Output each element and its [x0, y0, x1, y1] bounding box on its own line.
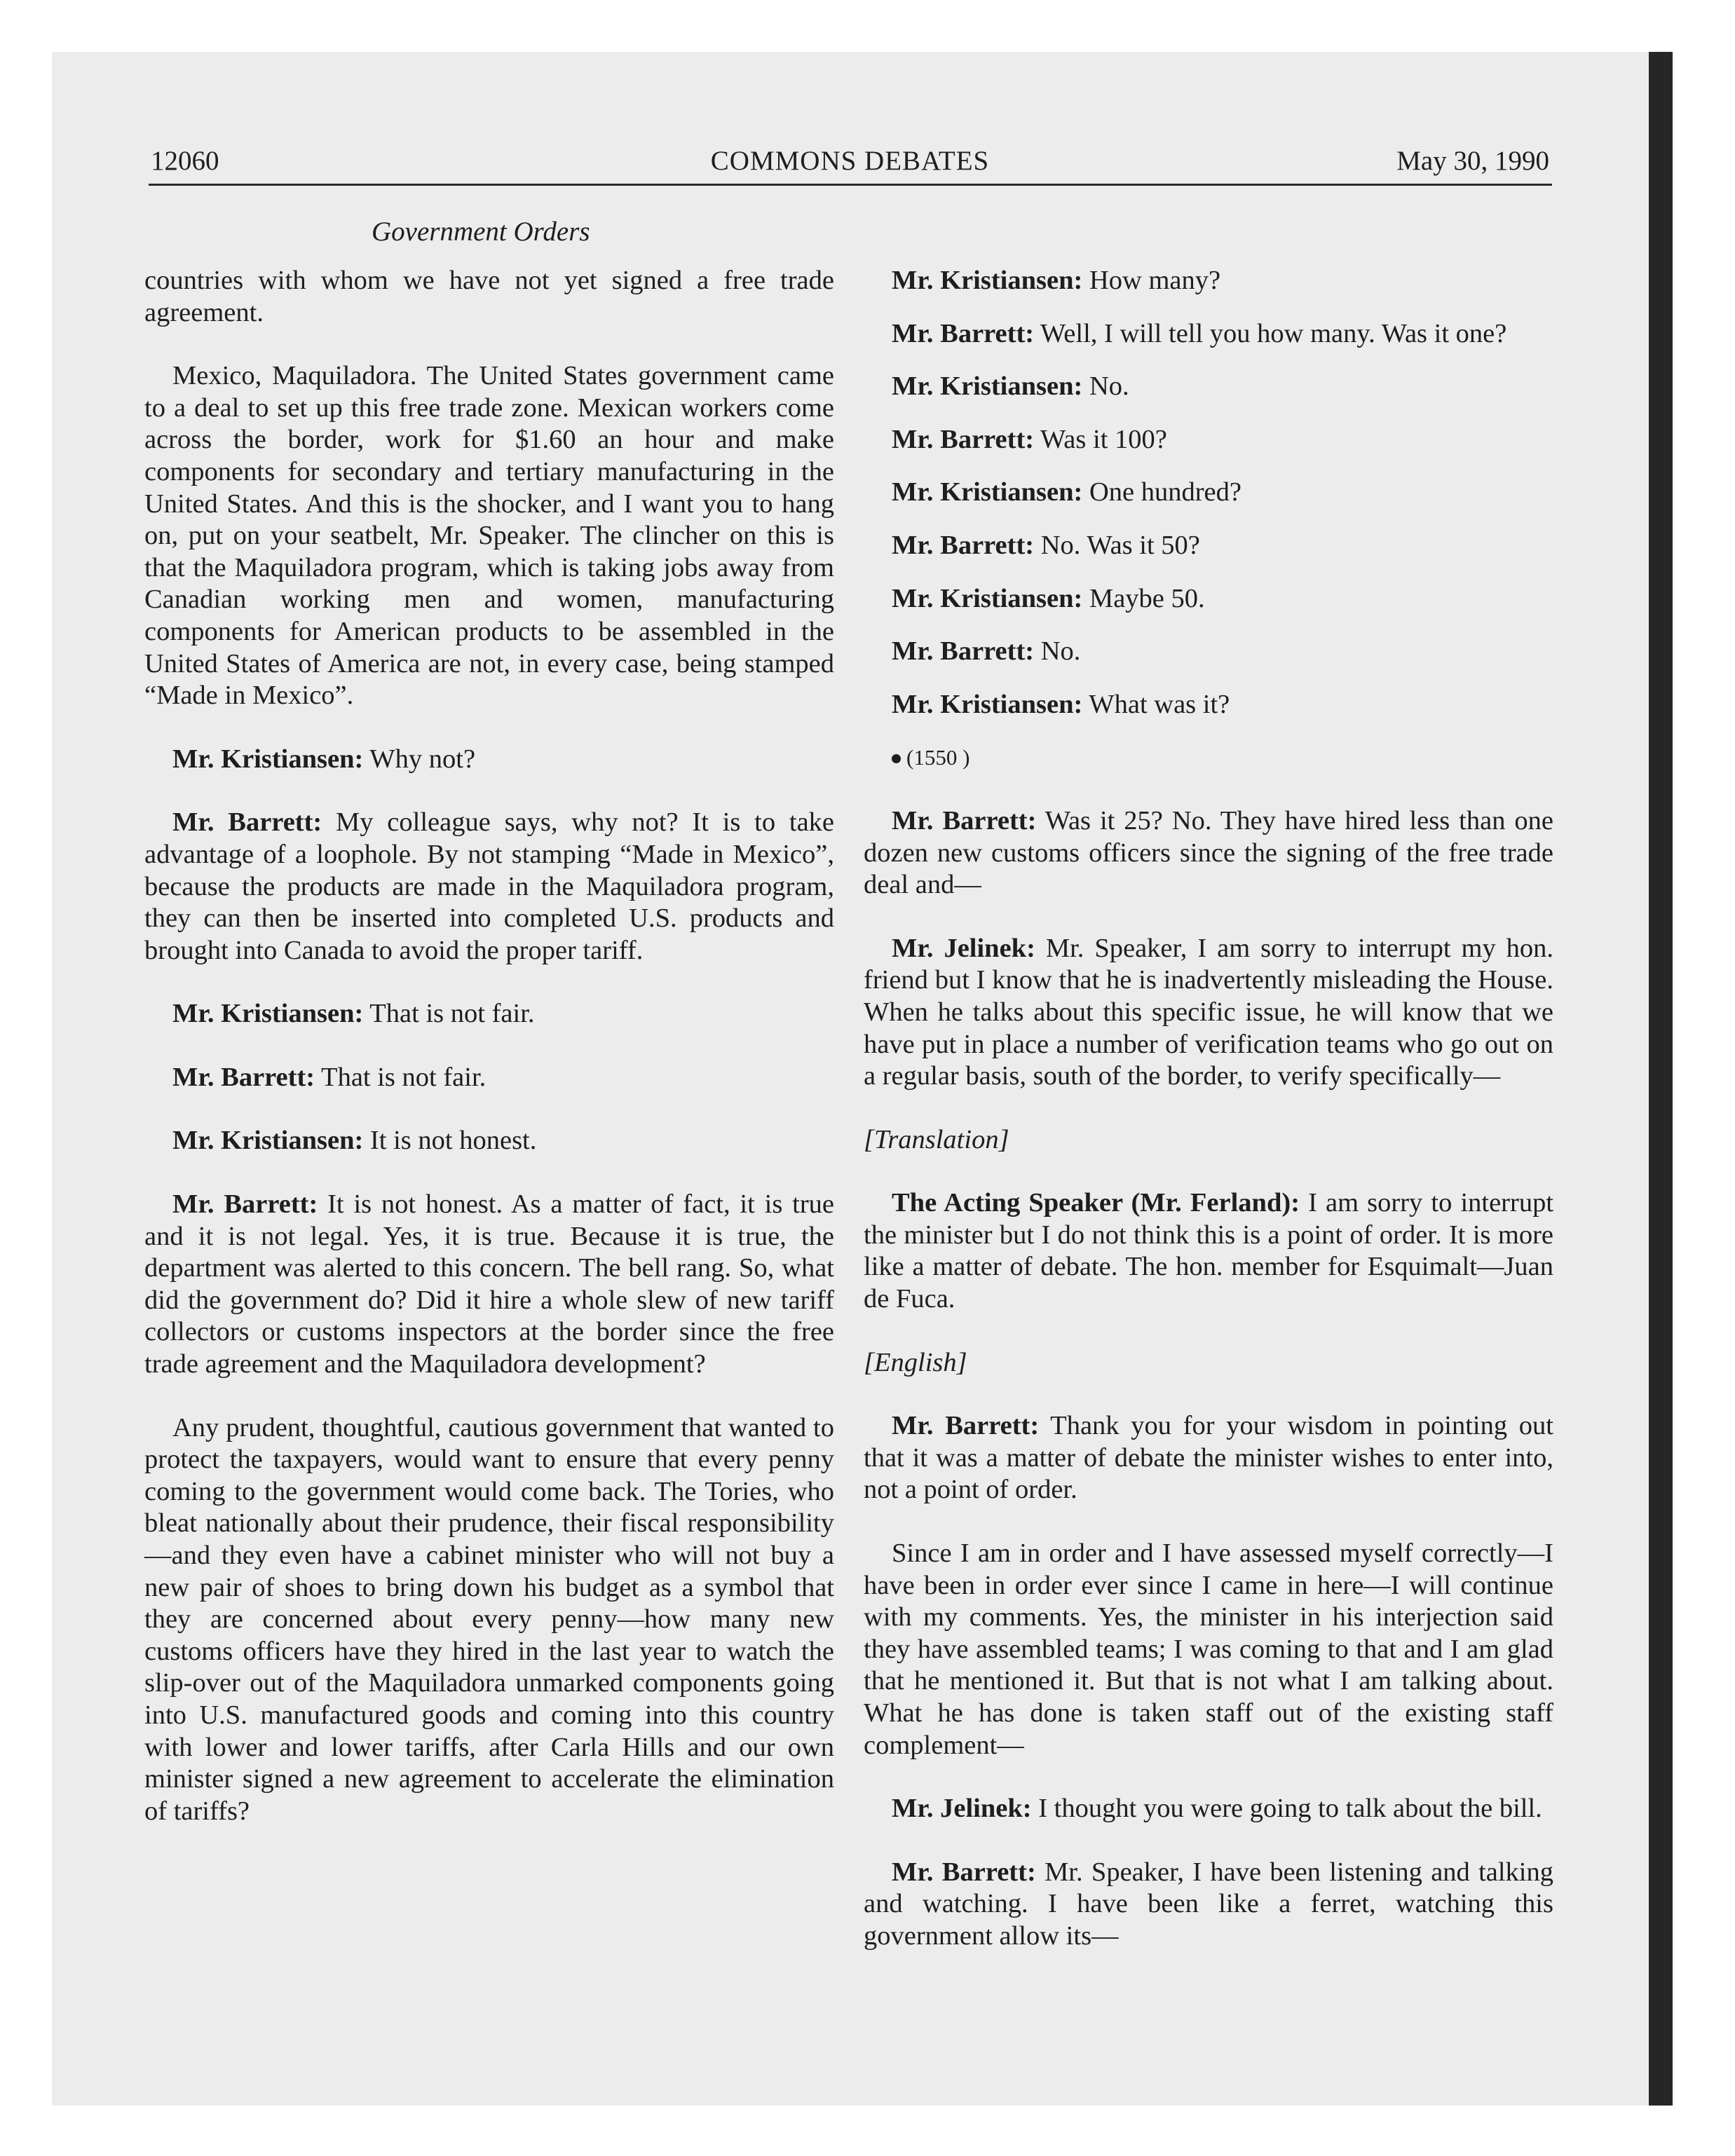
speech-paragraph [144, 807, 834, 967]
paragraph-text: Maybe 50. [1089, 583, 1205, 613]
paragraph-text: Mr. Speaker, I am sorry to interrupt my hon. friend but I know that he is inadvertently misleading the House. When he talks about this specific issue, he will know that we have put in place a number of verification teams who go out on a regular basis, south of the border, to verify specifically— [864, 933, 1554, 1091]
speaker-name: Mr. Kristiansen: [892, 477, 1083, 507]
speaker-name: Mr. Barrett: [892, 1411, 1040, 1441]
paragraph-text: No. Was it 50? [1040, 530, 1200, 560]
speaker-name: Mr. Barrett: [892, 636, 1035, 667]
speech-paragraph [864, 636, 1553, 668]
paragraph-text: One hundred? [1089, 477, 1241, 507]
paragraph-text: Well, I will tell you how many. Was it one? [1040, 318, 1507, 348]
speaker-name: Mr. Kristiansen: [172, 1126, 364, 1156]
speaker-name: Mr. Barrett: [892, 424, 1035, 454]
paragraph-text: Mexico, Maquiladora. The United States government came to a deal to set up this free trade zone. Mexican workers come across the border, work for $1.60 an hour and make components for secondary and tertiary manufacturing in the United States. And this is the shocker, and I want you to hang on, put on your seatbelt, Mr. Speaker. The clincher on this is that the Maquiladora program, which is taking jobs away from Canadian working men and women, manufacturing components for American products to be assembled in the United States of America are not, in every case, being stamped “Made in Mexico”. [144, 361, 834, 711]
speaker-name: Mr. Barrett: [172, 1062, 315, 1092]
paragraph-text: Why not? [369, 744, 476, 774]
publication-title: COMMONS DEBATES [710, 146, 990, 176]
speech-paragraph [864, 1187, 1553, 1315]
speech-paragraph [864, 318, 1553, 350]
paragraph-text: What was it? [1089, 689, 1230, 719]
speech-paragraph [144, 1062, 834, 1094]
body-paragraph [144, 360, 834, 712]
speech-paragraph [864, 933, 1553, 1093]
speech-paragraph [864, 530, 1553, 562]
speaker-name: Mr. Barrett: [892, 530, 1035, 560]
header-rule [149, 184, 1552, 186]
speaker-name: The Acting Speaker (Mr. Ferland): [892, 1188, 1300, 1218]
speaker-name: Mr. Barrett: [892, 805, 1037, 835]
speech-paragraph [864, 583, 1553, 615]
time-marker [864, 742, 1553, 774]
paragraph-text: That is not fair. [369, 999, 535, 1029]
paragraph-text: Thank you for your wisdom in pointing out that it was a matter of debate the minister wishes to enter into, not a point of order. [864, 1411, 1553, 1505]
paragraph-text: I am sorry to interrupt the minister but I do not think this is a point of order. It is more like a matter of debate. The hon. member for Esquimalt—Juan de Fuca. [864, 1188, 1554, 1314]
speech-paragraph [864, 371, 1553, 403]
body-paragraph [144, 1412, 834, 1828]
language-tag: [English] [864, 1347, 967, 1377]
bullet-icon [892, 754, 901, 763]
page-number: 12060 [151, 146, 219, 176]
speech-paragraph [864, 1793, 1553, 1825]
paragraph-text: My colleague says, why not? It is to take advantage of a loophole. By not stamping “Made in Mexico”, because the products are made in the Maquiladora program, they can then be inserted into completed U.S. products and brought into Canada to avoid the proper tariff. [144, 807, 835, 965]
paragraph-text: Since I am in order and I have assessed myself correctly—I have been in order ever since I came in here—I will continue with my comments. Yes, the minister in his interjection said they have assembled teams; I was coming to that and I am glad that he mentioned it. But that is not what I am talking about. What he has done is taken staff out of the existing staff complement— [864, 1538, 1553, 1760]
paragraph-text: Mr. Speaker, I have been listening and talking and watching. I have been like a ferret, watching this government allow its— [864, 1857, 1553, 1951]
section-title: Government Orders [372, 217, 590, 247]
speech-paragraph [864, 689, 1553, 721]
speaker-name: Mr. Barrett: [892, 318, 1035, 348]
publication-date: May 30, 1990 [1396, 146, 1549, 176]
left-column [144, 265, 834, 1859]
right-column [864, 265, 1553, 1984]
paragraph-text: countries with whom we have not yet signed a free trade agreement. [144, 266, 834, 327]
paragraph-text: I thought you were going to talk about the bill. [1038, 1794, 1542, 1824]
speech-paragraph [864, 805, 1553, 901]
speaker-name: Mr. Kristiansen: [172, 999, 364, 1029]
speaker-name: Mr. Kristiansen: [892, 583, 1083, 613]
speaker-name: Mr. Barrett: [172, 1189, 318, 1220]
speaker-name: Mr. Barrett: [172, 807, 322, 838]
body-paragraph [144, 265, 834, 329]
speaker-name: Mr. Kristiansen: [892, 371, 1083, 402]
speaker-name: Mr. Barrett: [892, 1857, 1036, 1887]
paragraph-text: That is not fair. [321, 1062, 487, 1092]
scan-edge-bar [1649, 52, 1673, 2106]
paragraph-text: No. [1089, 371, 1129, 402]
speaker-name: Mr. Jelinek: [892, 933, 1035, 963]
speech-paragraph [864, 1857, 1553, 1953]
speech-paragraph [864, 265, 1553, 297]
paragraph-text: It is not honest. As a matter of fact, it is true and it is not legal. Yes, it is true. Because it is true, the department was alerted to this concern. The bell rang. So, what did the government do? Did it hire a whole slew of new tariff collectors or customs inspectors at the border since the free trade agreement and the Maquiladora development? [144, 1189, 834, 1379]
speaker-name: Mr. Kristiansen: [892, 689, 1083, 719]
speech-paragraph [144, 1125, 834, 1157]
speech-paragraph [144, 1189, 834, 1381]
paragraph-text: Was it 25? No. They have hired less than one dozen new customs officers since the signing of the free trade deal and— [864, 805, 1553, 900]
paragraph-text: It is not honest. [369, 1126, 537, 1156]
speech-paragraph [144, 998, 834, 1030]
speaker-name: Mr. Jelinek: [892, 1794, 1032, 1824]
speech-paragraph [864, 424, 1553, 456]
speaker-name: Mr. Kristiansen: [892, 266, 1083, 295]
body-paragraph [864, 1538, 1553, 1761]
paragraph-text: How many? [1089, 266, 1221, 295]
paragraph-text: Was it 100? [1040, 424, 1167, 454]
time-marker-text: (1550 ) [906, 745, 970, 770]
speech-paragraph [864, 477, 1553, 509]
paragraph-text: Any prudent, thoughtful, cautious government that wanted to protect the taxpayers, would want to ensure that every penny coming to the government would come back. The Tories, who bleat nationally about their prudence, their fiscal responsibility—and they even have a cabinet minister who will not buy a new pair of shoes to bring down his budget as a symbol that they are concerned about every penny—how many new customs officers have they hired in the last year to watch the slip-over out of the Maquiladora unmarked components going into U.S. manufactured goods and coming into this country with lower and lower tariffs, after Carla Hills and our own minister signed a new agreement to accelerate the elimination of tariffs? [144, 1412, 834, 1826]
speech-paragraph [144, 744, 834, 776]
language-tag: [Translation] [864, 1124, 1009, 1154]
speech-paragraph [864, 1410, 1553, 1506]
paragraph-text: No. [1040, 636, 1081, 667]
speaker-name: Mr. Kristiansen: [172, 744, 364, 774]
page-header [151, 140, 1549, 182]
